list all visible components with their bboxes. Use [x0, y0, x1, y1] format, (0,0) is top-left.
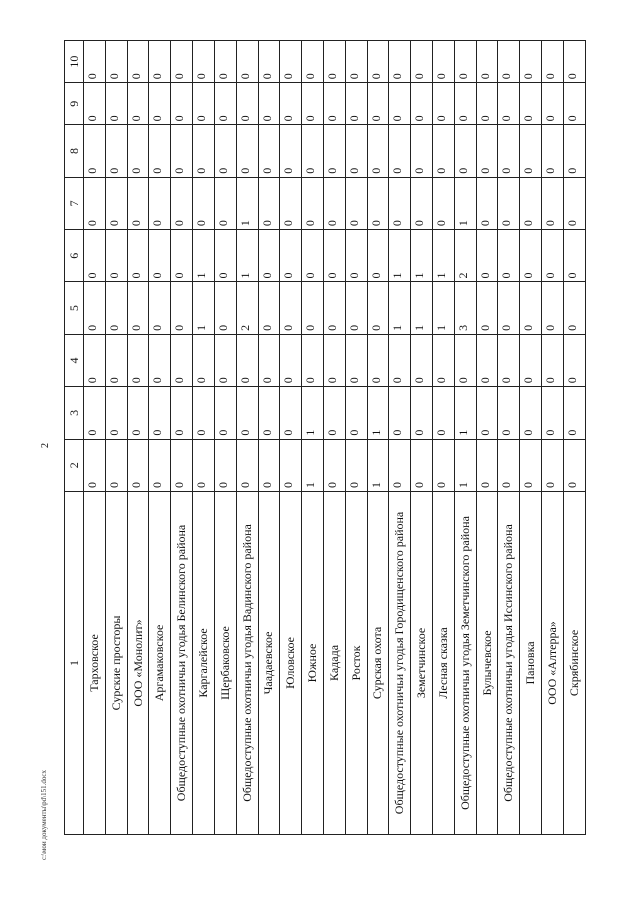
value-cell: 0 [105, 387, 127, 439]
value-cell: 0 [214, 230, 236, 282]
value-cell: 0 [149, 83, 171, 125]
value-cell: 0 [171, 387, 193, 439]
value-cell: 0 [127, 83, 149, 125]
page-number: 2 [40, 443, 51, 448]
row-name-cell: Общедоступные охотничьи угодья Городищенского района [389, 491, 411, 834]
value-cell: 0 [193, 334, 215, 386]
table-row [563, 41, 585, 835]
table-row [323, 41, 345, 835]
value-cell: 0 [258, 387, 280, 439]
value-cell: 1 [433, 282, 455, 334]
value-cell: 1 [236, 230, 258, 282]
row-name-cell: Юловское [280, 491, 302, 834]
value-cell: 0 [454, 334, 476, 386]
value-cell: 0 [498, 230, 520, 282]
column-header-3: 3 [65, 387, 84, 439]
value-cell: 0 [214, 334, 236, 386]
value-cell: 0 [367, 282, 389, 334]
value-cell: 0 [193, 387, 215, 439]
value-cell: 0 [149, 387, 171, 439]
value-cell: 0 [258, 125, 280, 177]
value-cell: 0 [563, 387, 585, 439]
value-cell: 0 [127, 230, 149, 282]
value-cell: 0 [433, 439, 455, 491]
value-cell: 0 [411, 125, 433, 177]
value-cell: 0 [389, 41, 411, 83]
value-cell: 0 [84, 230, 106, 282]
row-name-cell: Общедоступные охотничьи угодья Земетчинского района [454, 491, 476, 834]
value-cell: 0 [433, 41, 455, 83]
value-cell: 0 [84, 177, 106, 229]
value-cell: 0 [367, 334, 389, 386]
value-cell: 0 [84, 83, 106, 125]
value-cell: 0 [302, 125, 324, 177]
value-cell: 0 [105, 41, 127, 83]
table-row [454, 41, 476, 835]
value-cell: 0 [367, 125, 389, 177]
value-cell: 0 [498, 282, 520, 334]
value-cell: 0 [542, 230, 564, 282]
value-cell: 0 [236, 41, 258, 83]
value-cell: 0 [476, 125, 498, 177]
value-cell: 0 [433, 125, 455, 177]
value-cell: 0 [105, 125, 127, 177]
value-cell: 0 [171, 177, 193, 229]
value-cell: 0 [214, 282, 236, 334]
value-cell: 0 [193, 177, 215, 229]
column-header-7: 7 [65, 177, 84, 229]
value-cell: 0 [280, 230, 302, 282]
row-name-cell: Общедоступные охотничьи угодья Вадинского района [236, 491, 258, 834]
row-name-cell: Росток [345, 491, 367, 834]
value-cell: 0 [214, 439, 236, 491]
value-cell: 0 [149, 177, 171, 229]
value-cell: 1 [389, 282, 411, 334]
value-cell: 0 [193, 83, 215, 125]
value-cell: 0 [258, 230, 280, 282]
table-row [433, 41, 455, 835]
value-cell: 0 [345, 439, 367, 491]
value-cell: 0 [542, 334, 564, 386]
value-cell: 0 [345, 125, 367, 177]
value-cell: 0 [236, 439, 258, 491]
value-cell: 0 [454, 125, 476, 177]
value-cell: 0 [84, 41, 106, 83]
value-cell: 0 [498, 177, 520, 229]
value-cell: 1 [367, 439, 389, 491]
value-cell: 2 [454, 230, 476, 282]
value-cell: 0 [520, 230, 542, 282]
value-cell: 0 [236, 387, 258, 439]
value-cell: 0 [323, 83, 345, 125]
value-cell: 0 [520, 125, 542, 177]
value-cell: 0 [367, 41, 389, 83]
value-cell: 0 [433, 387, 455, 439]
value-cell: 0 [476, 177, 498, 229]
value-cell: 0 [323, 41, 345, 83]
value-cell: 0 [323, 439, 345, 491]
value-cell: 0 [345, 41, 367, 83]
value-cell: 0 [280, 439, 302, 491]
value-cell: 0 [105, 177, 127, 229]
table-row [105, 41, 127, 835]
value-cell: 0 [323, 230, 345, 282]
row-name-cell: Аргамаковское [149, 491, 171, 834]
value-cell: 0 [149, 125, 171, 177]
value-cell: 0 [258, 439, 280, 491]
value-cell: 1 [193, 282, 215, 334]
value-cell: 0 [171, 83, 193, 125]
value-cell: 0 [127, 125, 149, 177]
row-name-cell: Каргалейское [193, 491, 215, 834]
row-name-cell: Чаадаевское [258, 491, 280, 834]
value-cell: 0 [171, 230, 193, 282]
value-cell: 0 [520, 41, 542, 83]
value-cell: 0 [127, 177, 149, 229]
rotated-table-wrapper [64, 40, 586, 835]
value-cell: 1 [389, 230, 411, 282]
row-name-cell: Пановка [520, 491, 542, 834]
value-cell: 0 [258, 334, 280, 386]
value-cell: 0 [84, 439, 106, 491]
value-cell: 0 [236, 125, 258, 177]
value-cell: 0 [280, 387, 302, 439]
value-cell: 0 [171, 125, 193, 177]
value-cell: 0 [149, 282, 171, 334]
row-name-cell: Кадада [323, 491, 345, 834]
row-name-cell: Булычевское [476, 491, 498, 834]
value-cell: 0 [520, 439, 542, 491]
value-cell: 1 [367, 387, 389, 439]
value-cell: 0 [433, 83, 455, 125]
header-row [65, 41, 84, 835]
value-cell: 0 [563, 83, 585, 125]
table-row [236, 41, 258, 835]
value-cell: 0 [280, 334, 302, 386]
column-header-1: 1 [65, 491, 84, 834]
value-cell: 1 [411, 230, 433, 282]
table-row [520, 41, 542, 835]
value-cell: 0 [149, 334, 171, 386]
value-cell: 0 [498, 387, 520, 439]
row-name-cell: Скрябинское [563, 491, 585, 834]
value-cell: 0 [149, 439, 171, 491]
value-cell: 0 [389, 83, 411, 125]
value-cell: 0 [280, 83, 302, 125]
value-cell: 0 [411, 41, 433, 83]
column-header-4: 4 [65, 334, 84, 386]
table-row [498, 41, 520, 835]
footer-file-path: c:\мои документы\pd\151.docx [40, 770, 48, 860]
table-row [149, 41, 171, 835]
value-cell: 0 [323, 177, 345, 229]
value-cell: 0 [236, 83, 258, 125]
value-cell: 0 [542, 83, 564, 125]
value-cell: 2 [236, 282, 258, 334]
value-cell: 0 [302, 282, 324, 334]
value-cell: 0 [280, 177, 302, 229]
value-cell: 0 [476, 387, 498, 439]
value-cell: 0 [345, 282, 367, 334]
value-cell: 0 [411, 177, 433, 229]
value-cell: 0 [389, 387, 411, 439]
table-row [127, 41, 149, 835]
value-cell: 0 [433, 177, 455, 229]
value-cell: 0 [214, 387, 236, 439]
value-cell: 0 [389, 125, 411, 177]
value-cell: 0 [367, 83, 389, 125]
value-cell: 0 [520, 334, 542, 386]
value-cell: 0 [367, 230, 389, 282]
value-cell: 0 [149, 230, 171, 282]
table-row [171, 41, 193, 835]
value-cell: 0 [367, 177, 389, 229]
table-row [367, 41, 389, 835]
value-cell: 0 [498, 439, 520, 491]
value-cell: 0 [193, 125, 215, 177]
value-cell: 0 [542, 125, 564, 177]
value-cell: 0 [498, 41, 520, 83]
value-cell: 0 [520, 83, 542, 125]
value-cell: 0 [411, 387, 433, 439]
value-cell: 0 [193, 41, 215, 83]
value-cell: 0 [563, 41, 585, 83]
hunting-grounds-table [64, 40, 586, 835]
value-cell: 0 [476, 41, 498, 83]
value-cell: 0 [84, 334, 106, 386]
row-name-cell: Земетчинское [411, 491, 433, 834]
value-cell: 0 [345, 387, 367, 439]
value-cell: 0 [280, 125, 302, 177]
value-cell: 0 [302, 83, 324, 125]
value-cell: 0 [389, 177, 411, 229]
value-cell: 1 [454, 387, 476, 439]
value-cell: 0 [258, 83, 280, 125]
table-row [302, 41, 324, 835]
value-cell: 0 [84, 125, 106, 177]
table-row [476, 41, 498, 835]
value-cell: 0 [302, 334, 324, 386]
value-cell: 0 [476, 334, 498, 386]
value-cell: 0 [498, 83, 520, 125]
table-row [542, 41, 564, 835]
row-name-cell: Щербаковское [214, 491, 236, 834]
value-cell: 0 [105, 439, 127, 491]
value-cell: 0 [498, 125, 520, 177]
value-cell: 0 [171, 41, 193, 83]
value-cell: 0 [542, 439, 564, 491]
value-cell: 0 [563, 230, 585, 282]
value-cell: 0 [433, 334, 455, 386]
value-cell: 1 [454, 439, 476, 491]
value-cell: 0 [345, 230, 367, 282]
value-cell: 0 [84, 387, 106, 439]
column-header-2: 2 [65, 439, 84, 491]
value-cell: 0 [105, 282, 127, 334]
value-cell: 0 [476, 439, 498, 491]
value-cell: 0 [345, 83, 367, 125]
value-cell: 0 [411, 334, 433, 386]
value-cell: 0 [323, 387, 345, 439]
column-header-6: 6 [65, 230, 84, 282]
value-cell: 1 [302, 387, 324, 439]
row-name-cell: ООО «Монолит» [127, 491, 149, 834]
value-cell: 0 [105, 230, 127, 282]
value-cell: 0 [214, 177, 236, 229]
value-cell: 0 [520, 387, 542, 439]
table-header [65, 41, 84, 835]
value-cell: 0 [171, 282, 193, 334]
value-cell: 0 [563, 439, 585, 491]
value-cell: 0 [258, 177, 280, 229]
value-cell: 0 [323, 125, 345, 177]
value-cell: 1 [302, 439, 324, 491]
value-cell: 0 [171, 334, 193, 386]
row-name-cell: Сурские просторы [105, 491, 127, 834]
row-name-cell: Южное [302, 491, 324, 834]
table-row [389, 41, 411, 835]
value-cell: 0 [214, 83, 236, 125]
value-cell: 0 [302, 41, 324, 83]
value-cell: 0 [345, 334, 367, 386]
value-cell: 0 [127, 41, 149, 83]
value-cell: 0 [454, 41, 476, 83]
value-cell: 0 [280, 282, 302, 334]
value-cell: 1 [411, 282, 433, 334]
value-cell: 0 [236, 334, 258, 386]
value-cell: 0 [476, 83, 498, 125]
value-cell: 0 [323, 282, 345, 334]
value-cell: 0 [476, 230, 498, 282]
table-row [258, 41, 280, 835]
value-cell: 0 [127, 439, 149, 491]
value-cell: 0 [542, 177, 564, 229]
value-cell: 0 [542, 41, 564, 83]
value-cell: 1 [236, 177, 258, 229]
value-cell: 0 [476, 282, 498, 334]
row-name-cell: Лесная сказка [433, 491, 455, 834]
value-cell: 0 [389, 334, 411, 386]
table-row [193, 41, 215, 835]
value-cell: 0 [520, 282, 542, 334]
column-header-9: 9 [65, 83, 84, 125]
row-name-cell: Общедоступные охотничьи угодья Иссинского района [498, 491, 520, 834]
value-cell: 0 [302, 230, 324, 282]
value-cell: 0 [542, 282, 564, 334]
value-cell: 1 [433, 230, 455, 282]
row-name-cell: ООО «Алтерра» [542, 491, 564, 834]
value-cell: 0 [84, 282, 106, 334]
value-cell: 0 [345, 177, 367, 229]
value-cell: 0 [498, 334, 520, 386]
value-cell: 0 [323, 334, 345, 386]
row-name-cell: Общедоступные охотничьи угодья Белинского района [171, 491, 193, 834]
value-cell: 0 [171, 439, 193, 491]
value-cell: 0 [563, 177, 585, 229]
row-name-cell: Сурская охота [367, 491, 389, 834]
value-cell: 3 [454, 282, 476, 334]
table-row [280, 41, 302, 835]
column-header-10: 10 [65, 41, 84, 83]
table-row [345, 41, 367, 835]
table-row [84, 41, 106, 835]
value-cell: 0 [105, 83, 127, 125]
value-cell: 0 [389, 439, 411, 491]
value-cell: 0 [280, 41, 302, 83]
value-cell: 0 [542, 387, 564, 439]
value-cell: 0 [302, 177, 324, 229]
column-header-8: 8 [65, 125, 84, 177]
value-cell: 1 [193, 230, 215, 282]
value-cell: 0 [563, 334, 585, 386]
value-cell: 0 [563, 125, 585, 177]
value-cell: 1 [454, 177, 476, 229]
value-cell: 0 [411, 439, 433, 491]
row-name-cell: Тарховское [84, 491, 106, 834]
value-cell: 0 [563, 282, 585, 334]
value-cell: 0 [127, 282, 149, 334]
value-cell: 0 [193, 439, 215, 491]
value-cell: 0 [149, 41, 171, 83]
table-row [411, 41, 433, 835]
value-cell: 0 [214, 125, 236, 177]
value-cell: 0 [105, 334, 127, 386]
value-cell: 0 [520, 177, 542, 229]
value-cell: 0 [454, 83, 476, 125]
table-row [214, 41, 236, 835]
value-cell: 0 [127, 387, 149, 439]
column-header-5: 5 [65, 282, 84, 334]
value-cell: 0 [258, 282, 280, 334]
value-cell: 0 [258, 41, 280, 83]
table-body [84, 41, 586, 835]
value-cell: 0 [411, 83, 433, 125]
value-cell: 0 [127, 334, 149, 386]
value-cell: 0 [214, 41, 236, 83]
